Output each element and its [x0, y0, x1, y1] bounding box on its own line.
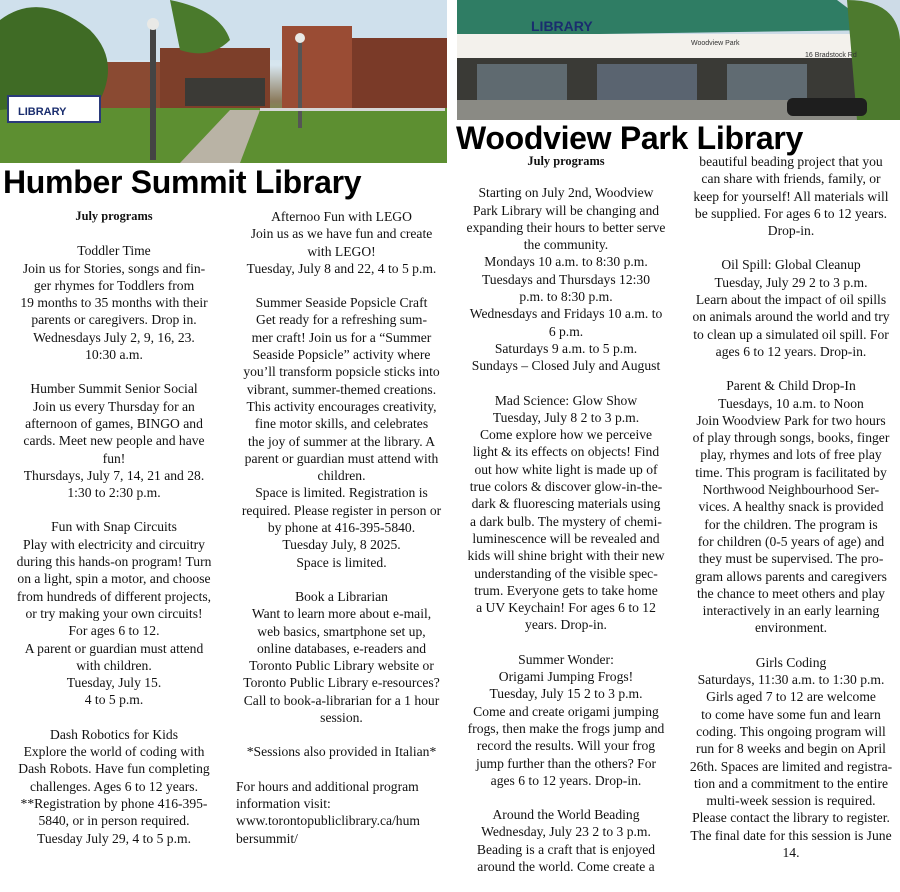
program-line: Tuesdays, 10 a.m. to Noon [718, 395, 864, 411]
program-block [454, 184, 678, 374]
program-line: Get ready for a refreshing sum- [256, 312, 427, 328]
program-line: session. [320, 710, 363, 726]
program-line: of play through songs, books, finger [692, 430, 890, 446]
humber-photo-sign: LIBRARY [18, 106, 67, 118]
humber-column-1 [0, 208, 228, 864]
program-line: Mondays 10 a.m. to 8:30 p.m. [484, 254, 648, 270]
program-line: light & its effects on objects! Find [472, 444, 660, 460]
program-block [232, 588, 451, 726]
program-line: Please contact the library to register. [692, 810, 890, 826]
program-line: Explore the world of coding with [23, 744, 205, 760]
program-line: Play with electricity and circuitry [23, 536, 205, 552]
woodview-programs-list-1 [454, 184, 678, 875]
humber-summit-library-photo [0, 0, 447, 163]
program-line: for the children. The program is [704, 516, 878, 532]
program-line: ages 6 to 12 years. Drop-in. [490, 772, 642, 788]
program-line: Toronto Public Library website or [249, 658, 434, 674]
program-line: jump further than the others? For [475, 755, 657, 771]
program-line: time. This program is facilitated by [695, 464, 887, 480]
program-title: Toddler Time [77, 243, 151, 259]
program-line: p.m. to 8:30 p.m. [519, 289, 613, 305]
program-line: interactively in an early learning [702, 603, 880, 619]
program-line: Northwood Neighbourhood Ser- [702, 482, 880, 498]
program-line: vibrant, summer-themed creations. [246, 381, 437, 397]
woodview-section-heading: July programs [527, 154, 605, 168]
program-line: 5840, or in person required. [38, 813, 190, 829]
program-line: play, rhymes and lots of free play [700, 447, 882, 463]
program-line: or try making your own circuits! [25, 605, 203, 621]
program-line: Join us for Stories, songs and fin- [22, 260, 206, 276]
program-line: Saturdays, 11:30 a.m. to 1:30 p.m. [697, 672, 885, 688]
program-line: 19 months to 35 months with their [20, 295, 208, 311]
program-block [0, 726, 228, 847]
program-line: on animals around the world and try [692, 309, 890, 325]
program-line: cards. Meet new people and have [23, 433, 205, 449]
program-line: with LEGO! [307, 243, 376, 259]
program-title: Summer Seaside Popsicle Craft [255, 295, 428, 311]
program-line: Wednesdays and Fridays 10 a.m. to [469, 306, 663, 322]
program-block [682, 256, 900, 360]
program-line: required. Please register in person or [241, 502, 442, 518]
program-title: Girls Coding [755, 654, 827, 670]
program-line: Wednesdays July 2, 9, 16, 23. [33, 329, 195, 345]
program-line: Tuesday July 29, 4 to 5 p.m. [37, 830, 191, 846]
program-line: fun! [102, 450, 126, 466]
program-line: **Registration by phone 416-395- [20, 795, 208, 811]
program-line: parents or caregivers. Drop in. [31, 312, 197, 328]
program-line: Learn about the impact of oil spills [695, 292, 887, 308]
program-title: Parent & Child Drop-In [726, 378, 856, 394]
program-title: Afternoo Fun with LEGO [271, 209, 412, 224]
program-line: www.torontopubliclibrary.ca/hum [236, 813, 420, 829]
program-title: Dash Robotics for Kids [50, 726, 178, 742]
program-line: can share with friends, family, or [701, 171, 881, 187]
program-block [682, 654, 900, 862]
program-line: ger rhymes for Toddlers from [33, 277, 195, 293]
program-line: out how white light is made up of [474, 461, 658, 477]
program-line: bersummit/ [236, 830, 298, 846]
program-title: Fun with Snap Circuits [51, 519, 177, 535]
program-line: by phone at 416-395-5840. [267, 520, 416, 536]
program-line: Join us as we have fun and create [250, 226, 433, 242]
program-line: years. Drop-in. [525, 617, 607, 633]
program-line: frogs, then make the frogs jump and [467, 720, 665, 736]
woodview-column-2 [682, 153, 900, 878]
program-line: coding. This ongoing program will [696, 723, 886, 739]
program-line: A parent or guardian must attend [24, 640, 204, 656]
program-line: Tuesday, July 8 and 22, 4 to 5 p.m. [246, 260, 437, 276]
program-line: Seaside Popsicle” activity where [252, 347, 431, 363]
program-line: information visit: [236, 795, 331, 811]
program-line: the chance to meet others and play [697, 585, 885, 601]
humber-column-2 [232, 208, 451, 864]
program-line: they must be supervised. The pro- [698, 551, 884, 567]
program-line: The final date for this session is June [690, 827, 892, 843]
program-line: afternoon of games, BINGO and [25, 415, 203, 431]
program-block [232, 778, 451, 847]
program-line: kids will shine bright with their new [467, 548, 665, 564]
program-line: Want to learn more about e-mail, [251, 606, 432, 622]
program-block [0, 380, 228, 501]
woodview-column-1 [454, 153, 678, 892]
program-line: Drop-in. [767, 223, 815, 239]
program-line: fine motor skills, and celebrates [254, 416, 429, 432]
woodview-photo-illustration [457, 0, 900, 120]
program-block [682, 153, 900, 239]
program-line: For ages 6 to 12. [68, 623, 160, 639]
program-line: luminescence will be revealed and [472, 530, 660, 546]
program-block [232, 294, 451, 571]
program-line: trum. Everyone gets to take home [474, 582, 658, 598]
program-block [232, 743, 451, 760]
program-line: challenges. Ages 6 to 12 years. [30, 778, 198, 794]
program-line: tion and a commitment to the entire [693, 775, 889, 791]
program-line: a dark bulb. The mystery of chemi- [470, 513, 662, 529]
program-line: for children (0-5 years of age) and [697, 533, 885, 549]
program-line: record the results. Will your frog [476, 738, 656, 754]
program-block [454, 806, 678, 875]
program-title: beautiful beading project that you [699, 154, 883, 169]
program-line: Come and create origami jumping [473, 703, 659, 719]
program-line: mer craft! Join us for a “Summer [251, 329, 432, 345]
program-line: Space is limited. Registration is [255, 485, 428, 501]
program-title: Book a Librarian [295, 588, 388, 604]
program-line: Join Woodview Park for two hours [696, 412, 886, 428]
program-line: 10:30 a.m. [85, 347, 143, 363]
program-line: Tuesdays and Thursdays 12:30 [481, 271, 651, 287]
program-title: *Sessions also provided in Italian* [246, 744, 437, 760]
program-line: expanding their hours to better serve [466, 219, 666, 235]
program-line: Tuesday, July 29 2 to 3 p.m. [714, 274, 868, 290]
program-block [232, 208, 451, 277]
woodview-park-library-photo [457, 0, 900, 120]
program-line: ages 6 to 12 years. Drop-in. [715, 343, 867, 359]
program-line: multi-week session is required. [706, 793, 876, 809]
program-line: vices. A healthy snack is provided [698, 499, 884, 515]
program-line: 4 to 5 p.m. [84, 692, 144, 708]
program-line: children. [317, 468, 366, 484]
program-line: Park Library will be changing and [472, 202, 660, 218]
program-line: understanding of the visible spec- [474, 565, 658, 581]
program-line: from hundreds of different projects, [16, 588, 212, 604]
program-line: online databases, e-readers and [256, 640, 427, 656]
program-line: Call to book-a-librarian for a 1 hour [243, 692, 440, 708]
program-line: Join us every Thursday for an [33, 398, 195, 414]
program-line: environment. [754, 620, 828, 636]
program-line: to clean up a simulated oil spill. For [693, 326, 889, 342]
program-line: during this hands-on program! Turn [16, 554, 212, 570]
program-block [0, 242, 228, 363]
program-line: 6 p.m. [548, 323, 584, 339]
program-title: Oil Spill: Global Cleanup [721, 257, 861, 273]
program-title: Summer Wonder: [518, 651, 614, 667]
woodview-unit-sign: 16 Bradstock Rd [805, 52, 857, 59]
program-line: 1:30 to 2:30 p.m. [67, 485, 161, 501]
humber-summit-title: Humber Summit Library [3, 164, 362, 200]
program-line: Tuesday, July 8 2 to 3 p.m. [492, 409, 640, 425]
program-line: the joy of summer at the library. A [247, 433, 436, 449]
program-line: Thursdays, July 7, 14, 21 and 28. [23, 467, 205, 483]
program-line: run for 8 weeks and begin on April [696, 741, 886, 757]
woodview-photo-sign: LIBRARY [531, 18, 593, 34]
program-line: gram allows parents and caregivers [695, 568, 887, 584]
program-line: 26th. Spaces are limited and registra- [689, 758, 893, 774]
program-title: Around the World Beading [492, 807, 640, 823]
humber-programs-list-2 [232, 208, 451, 847]
program-title: Humber Summit Senior Social [30, 381, 198, 397]
program-line: Saturdays 9 a.m. to 5 p.m. [494, 340, 638, 356]
program-line: This activity encourages creativity, [246, 398, 437, 414]
program-block [0, 518, 228, 708]
program-line: Beading is a craft that is enjoyed [476, 841, 656, 857]
woodview-programs-list-2 [682, 153, 900, 861]
program-line: the community. [523, 237, 609, 253]
program-line: keep for yourself! All materials will [693, 188, 889, 204]
woodview-park-title: Woodview Park Library [456, 120, 803, 156]
woodview-storefront-sign: Woodview Park [691, 40, 740, 47]
program-line: Dash Robots. Have fun completing [18, 761, 210, 777]
program-line: a UV Keychain! For ages 6 to 12 [476, 600, 656, 616]
program-line: Sundays – Closed July and August [471, 358, 661, 374]
program-line: dark & fluorescing materials using [471, 496, 661, 512]
program-line: around the world. Come create a [477, 858, 655, 874]
program-block [454, 392, 678, 634]
program-line: with children. [76, 657, 152, 673]
program-line: Girls aged 7 to 12 are welcome [706, 689, 876, 705]
program-line: web basics, smartphone set up, [257, 623, 426, 639]
program-block [682, 377, 900, 636]
program-line: Toronto Public Library e-resources? [243, 675, 440, 691]
program-line: Tuesday, July 15 2 to 3 p.m. [489, 686, 643, 702]
program-line: you’ll transform popsicle sticks into [243, 364, 440, 380]
program-line: Origami Jumping Frogs! [498, 669, 634, 685]
program-line: be supplied. For ages 6 to 12 years. [694, 205, 888, 221]
program-title: Mad Science: Glow Show [494, 392, 638, 408]
program-line: Come explore how we perceive [479, 427, 653, 443]
program-line: Tuesday July, 8 2025. [282, 537, 401, 553]
program-line: true colors & discover glow-in-the- [469, 479, 663, 495]
program-line: Tuesday, July 15. [66, 675, 162, 691]
program-line: 14. [782, 844, 800, 860]
program-line: on a light, spin a motor, and choose [17, 571, 211, 587]
program-line: Space is limited. [296, 554, 387, 570]
humber-programs-list-1 [0, 242, 228, 847]
humber-photo-illustration [0, 0, 447, 163]
humber-section-heading: July programs [75, 209, 153, 223]
program-line: Wednesday, July 23 2 to 3 p.m. [481, 824, 651, 840]
program-block [454, 651, 678, 789]
program-title: Starting on July 2nd, Woodview [478, 185, 654, 201]
program-line: to come have some fun and learn [701, 706, 881, 722]
program-title: For hours and additional program [236, 778, 419, 794]
program-line: parent or guardian must attend with [244, 450, 439, 466]
